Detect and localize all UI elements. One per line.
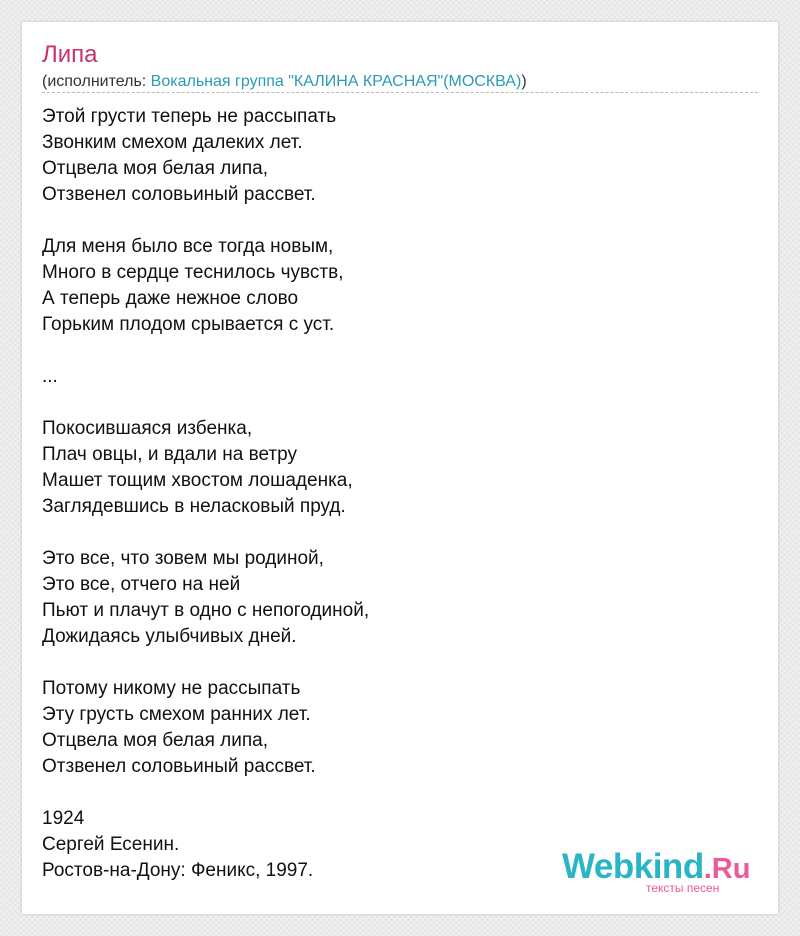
lyric-publication: Ростов-на-Дону: Феникс, 1997. [42,860,314,881]
lyrics-stanza-6 [42,676,758,780]
lyrics-text [42,104,758,884]
lyric-line: Это все, отчего на ней [42,574,241,595]
lyric-author: Сергей Есенин. [42,834,180,855]
lyrics-stanza-4 [42,416,758,520]
lyric-line: Покосившаяся избенка, [42,418,253,439]
performer-line [42,73,527,91]
lyric-line: Эту грусть смехом ранних лет. [42,704,311,725]
lyric-line: Плач овцы, и вдали на ветру [42,444,297,465]
lyric-line: Отцвела моя белая липа, [42,158,268,179]
lyric-ellipsis: ... [42,366,58,387]
lyrics-stanza-3 [42,364,758,390]
lyric-line: А теперь даже нежное слово [42,288,299,309]
lyric-year: 1924 [42,808,85,829]
performer-link[interactable]: Вокальная группа "КАЛИНА КРАСНАЯ"(МОСКВА) [150,73,522,90]
lyric-line: Это все, что зовем мы родиной, [42,548,324,569]
lyric-line: Звонким смехом далеких лет. [42,132,303,153]
lyric-line: Отзвенел соловьиный рассвет. [42,184,316,205]
lyrics-stanza-2 [42,234,758,338]
lyrics-stanza-5 [42,546,758,650]
logo-domain: .Ru [703,853,751,885]
lyric-line: Потому никому не рассыпать [42,678,301,699]
lyric-line: Отцвела моя белая липа, [42,730,268,751]
lyric-line: Пьют и плачут в одно с непогодиной, [42,600,370,621]
logo-name: Webkind [562,847,704,886]
song-title: Липа [42,41,98,68]
lyric-line: Машет тощим хвостом лошаденка, [42,470,353,491]
performer-prefix: (исполнитель: [42,73,151,90]
lyric-line: Заглядевшись в неласковый пруд. [42,496,346,517]
lyrics-card [22,22,778,914]
performer-suffix: ) [521,73,527,90]
lyric-line: Для меня было все тогда новым, [42,236,334,257]
lyric-line: Дожидаясь улыбчивых дней. [42,626,297,647]
lyric-line: Отзвенел соловьиный рассвет. [42,756,316,777]
lyrics-stanza-1 [42,104,758,208]
dashed-divider [42,92,758,93]
webkind-logo[interactable] [562,848,762,894]
lyric-line: Горьким плодом срывается с уст. [42,314,335,335]
lyric-line: Много в сердце теснилось чувств, [42,262,344,283]
logo-tagline: тексты песен [646,881,720,895]
lyric-line: Этой грусти теперь не рассыпать [42,106,337,127]
